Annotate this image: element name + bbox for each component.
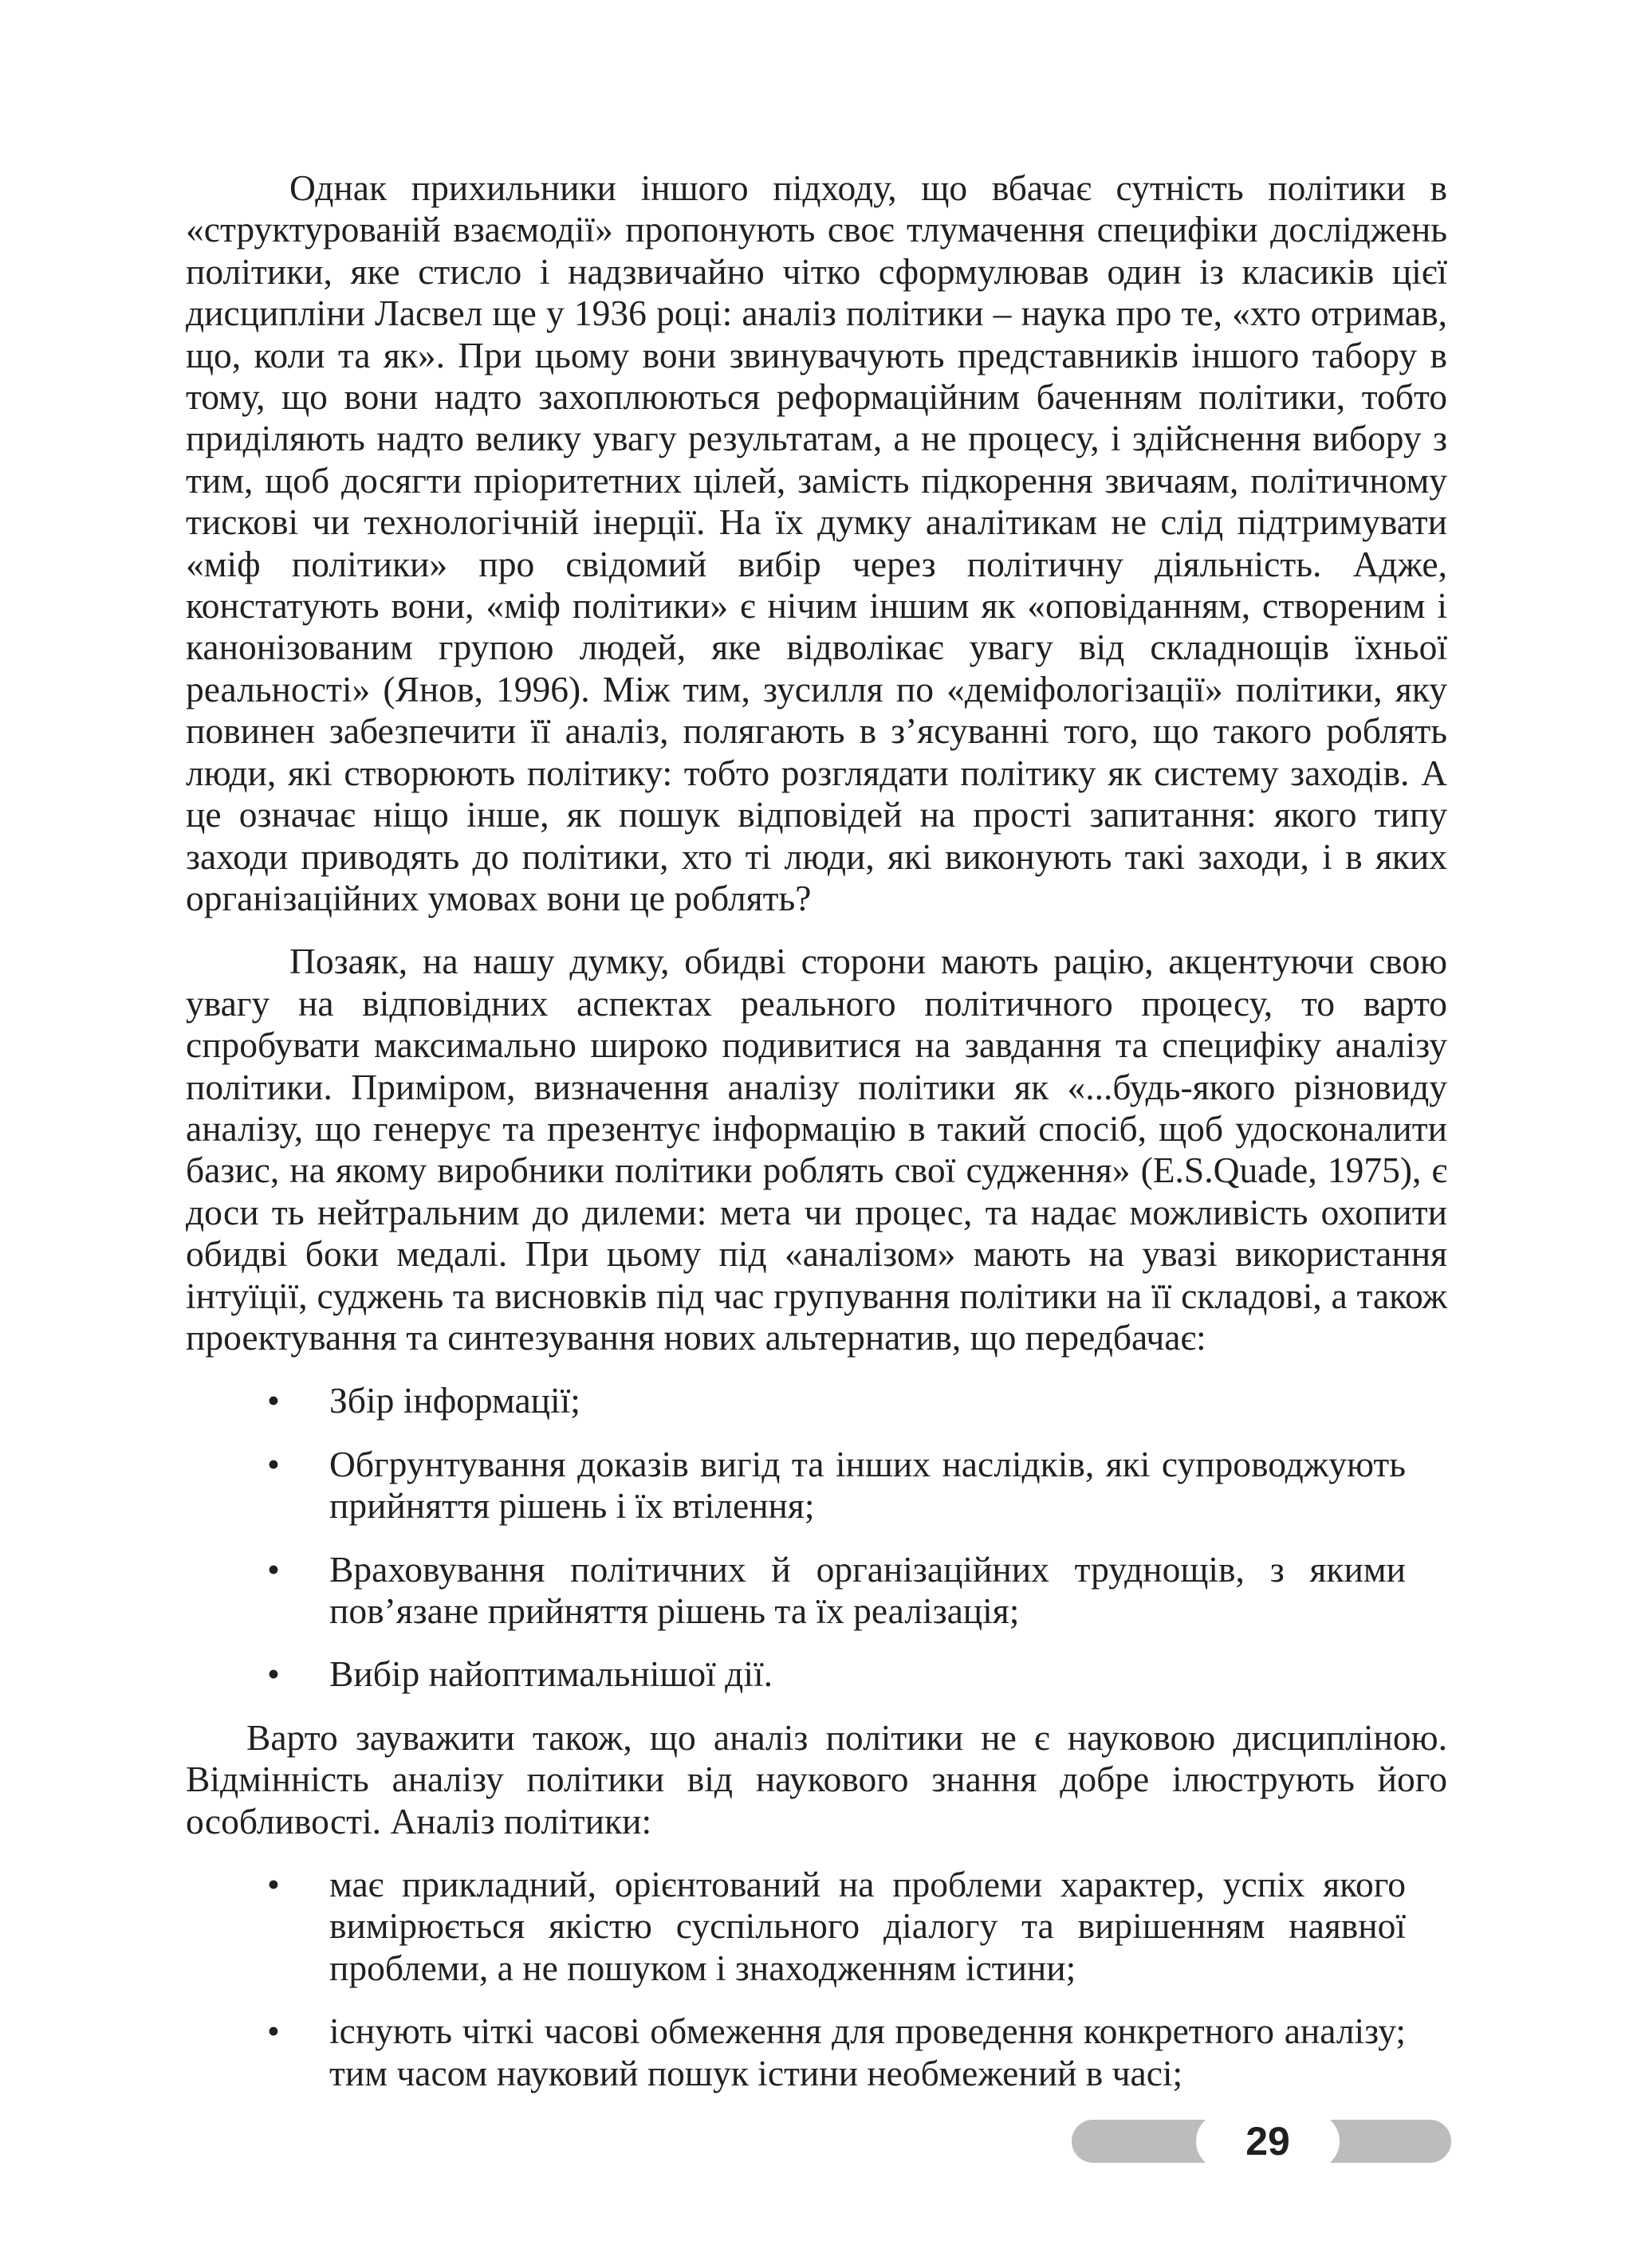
bullet-icon: • [267,1864,280,1905]
list-item-text: Збір інформації; [329,1380,580,1421]
bullet-icon: • [267,2011,280,2052]
list-item [267,1548,1406,1633]
list-item [267,1653,1406,1695]
analysis-steps-list [186,1380,1406,1695]
list-item-text: Вибір найоптимальнішої дії. [329,1653,773,1695]
list-item [267,1380,1406,1421]
bullet-icon: • [267,1653,280,1695]
bullet-icon: • [267,1443,280,1484]
list-item [267,1443,1406,1527]
footer-bar-left [1072,2120,1215,2163]
list-item [267,2011,1406,2094]
footer-bar-right [1324,2120,1451,2163]
bullet-icon: • [267,1380,280,1421]
list-item [267,1864,1406,1989]
paragraph-both-sides: Позаяк, на нашу думку, обидві сторони мають рацію, акцентуючи свою увагу на відповідних аспектах реального політичного процесу, то варто спробувати максимально широко подивитися на завдання та специфіку аналізу політики. Приміром, визначення аналізу політики як «...будь-якого різновиду аналізу, що генерує та презентує інформацію в такий спосіб, щоб удосконалити базис, на якому виробники політики роблять свої судження» (E.S.Quade, 1975), є доси ть нейтральним до дилеми: мета чи процес, та надає можливість охопити обидві боки медалі. При цьому під «аналізом» мають на увазі використання інтуїції, суджень та висновків під час групування політики на її складові, а також проектування та синтезування нових альтернатив, що передбачає: [186,941,1447,1358]
list-item-text: має прикладний, орієнтований на проблеми характер, успіх якого вимірюється якістю суспільного діалогу та вирішенням наявної проблеми, а не пошуком і знаходженням істини; [329,1864,1406,1988]
bullet-icon: • [267,1548,280,1590]
paragraph-structured-interaction: Однак прихильники іншого підходу, що вбачає сутність політики в «структурованій взаємодії» пропонують своє тлумачення специфіки досліджень політики, яке стисло і надзвичайно чітко сформулював один із класиків цієї дисципліни Ласвел ще у 1936 році: аналіз політики – наука про те, «хто отримав, що, коли та як». При цьому вони звинувачують представників іншого табору в тому, що вони надто захоплюються реформаційним баченням політики, тобто приділяють надто велику увагу результатам, а не процесу, і здійснення вибору з тим, щоб досягти пріоритетних цілей, замість підкорення звичаям, політичному тискові чи технологічній інерції. На їх думку аналітикам не слід підтримувати «міф політики» про свідомий вибір через політичну діяльність. Адже, констатують вони, «міф політики» є нічим іншим як «оповіданням, створеним і канонізованим групою людей, яке відволікає увагу від складнощів їхньої реальності» (Янов, 1996). Між тим, зусилля по «деміфологізації» політики, яку повинен забезпечити її аналіз, полягають в з’ясуванні того, що такого роблять люди, які створюють політику: тобто розглядати політику як систему заходів. А це означає ніщо інше, як пошук відповідей на прості запитання: якого типу заходи приводять до політики, хто ті люди, які виконують такі заходи, і в яких організаційних умовах вони це роблять? [186,167,1447,918]
list-item-text: Обгрунтування доказів вигід та інших наслідків, які супроводжують прийняття рішень і їх втілення; [329,1443,1406,1527]
paragraph-gap [186,1842,1447,1864]
list-item-text: існують чіткі часові обмеження для проведення конкретного аналізу; тим часом науковий пошук істини необмежений в часі; [329,2011,1406,2093]
paragraph-not-scientific: Варто зауважити також, що аналіз політики не є науковою дисципліною. Відмінність аналізу політики від наукового знання добре ілюструють його особливості. Аналіз політики: [186,1716,1447,1842]
page-number: 29 [1196,2113,1340,2170]
list-item-text: Враховування політичних й організаційних труднощів, з якими пов’язане прийняття рішень та їх реалізація; [329,1548,1406,1631]
page-body [186,167,1447,2116]
paragraph-gap [186,1358,1447,1380]
paragraph-gap [186,919,1447,941]
analysis-features-list [186,1864,1406,2094]
